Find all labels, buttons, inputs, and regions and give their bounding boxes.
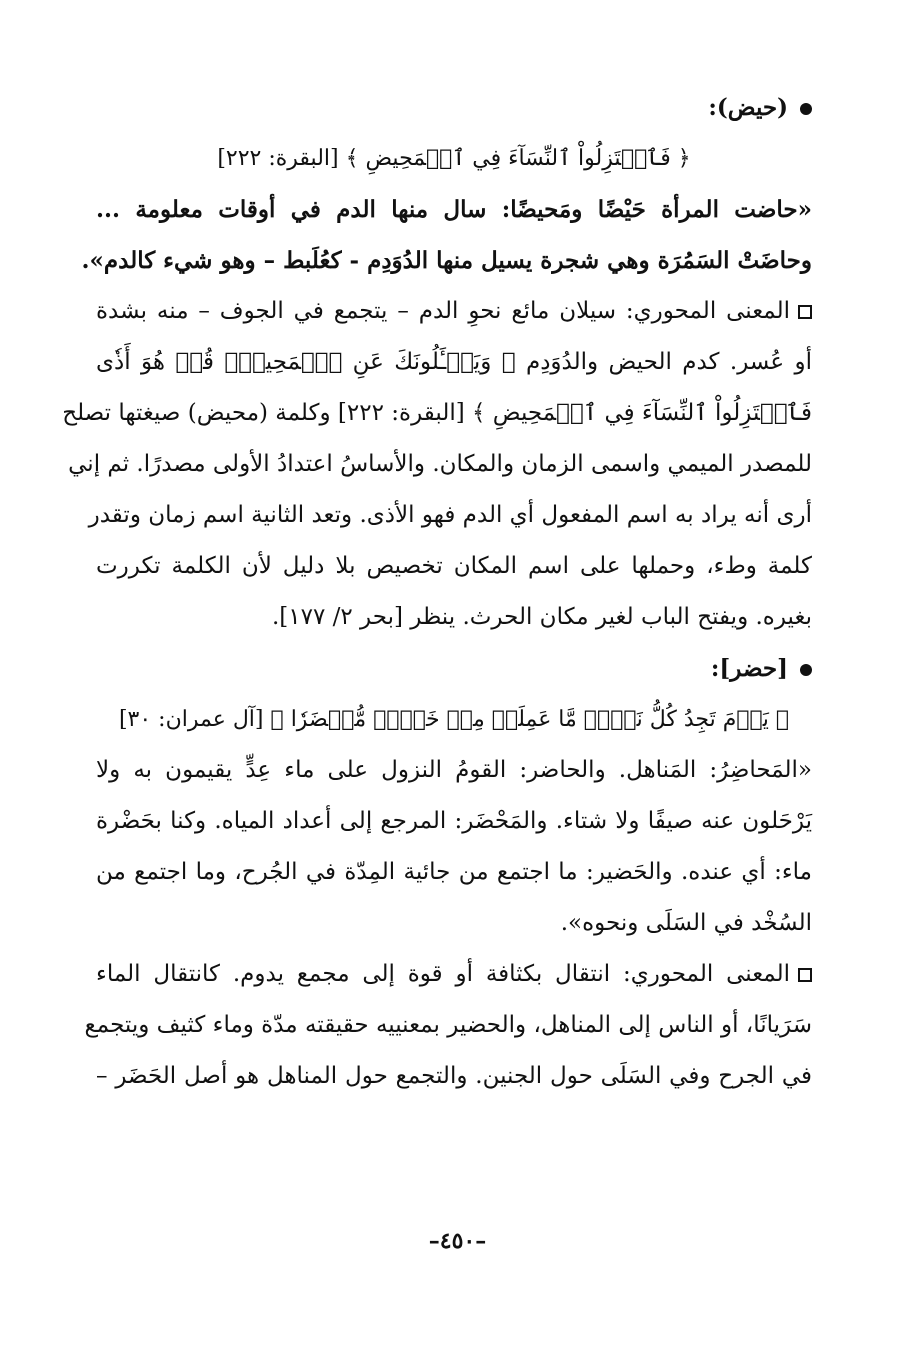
- entry-heading: [96, 643, 812, 694]
- meaning-text: المعنى المحوري: سيلان مائع نحوِ الدم – يتجمع في الجوف – منه بشدة: [96, 298, 790, 324]
- quran-verse: ﴿ يَوۡمَ تَجِدُ كُلُّ نَفۡسٖ مَّا عَمِلَتۡ مِنۡ خَيۡرٖ مُّحۡضَرٗا ﴾ [آل عمران: ٣٠]: [118, 707, 790, 732]
- quran-verse: ﴿ فَٱعۡتَزِلُواْ ٱلنِّسَآءَ فِي ٱلۡمَحِيضِ ﴾ [البقرة: ٢٢٢]: [217, 146, 691, 171]
- square-icon: [798, 968, 812, 982]
- definition-line: «حاضت المرأة حَيْضًا ومَحيضًا: سال منها الدم في أوقات معلومة ...: [96, 196, 812, 223]
- meaning-line: أرى أنه يراد به اسم المفعول أي الدم فهو الأذى. وتعد الثانية اسم زمان وتقدر: [88, 502, 812, 528]
- definition-line: وحاضَتْ السَمُرَة وهي شجرة يسيل منها الدُوَدِم - كعُلَبط – وهو شيء كالدم».: [81, 247, 812, 274]
- meaning-line: في الجرح وفي السَلَى حول الجنين. والتجمع حول المناهل هو أصل الحَضَر –: [96, 1063, 812, 1089]
- entry-heading: [96, 82, 812, 133]
- definition-line: يَرْحَلون عنه صيفًا ولا شتاء. والمَحْضَر: المرجع إلى أعداد المياه. وكنا بحَضْرة: [96, 808, 812, 834]
- meaning-line: [96, 286, 812, 337]
- meaning-text: المعنى المحوري: انتقال بكثافة أو قوة إلى مجمع يدوم. كانتقال الماء: [96, 961, 790, 987]
- meaning-line: سَرَيانًا، أو الناس إلى المناهل، والحضير بمعنييه حقيقته مدّة وماء كثيف ويتجمع: [84, 1012, 812, 1038]
- meaning-line: أو عُسر. كدم الحيض والدُوَدِم ﴿ وَيَسۡـَٔلُونَكَ عَنِ ٱلۡمَحِيضِۖ قُلۡ هُوَ أَذٗى: [96, 349, 812, 375]
- meaning-line: فَٱعۡتَزِلُواْ ٱلنِّسَآءَ فِي ٱلۡمَحِيضِ ﴾ [البقرة: ٢٢٢] وكلمة (محيض) صيغتها تصلح: [62, 400, 812, 426]
- page-number: –٤٥٠–: [428, 1228, 487, 1254]
- bullet-icon: [800, 664, 812, 676]
- meaning-line: كلمة وطء، وحملها على اسم المكان تخصيص بلا دليل لأن الكلمة تكررت: [96, 553, 812, 579]
- meaning-line: للمصدر الميمي واسمى الزمان والمكان. والأساسُ اعتدادُ الأولى مصدرًا. ثم إني: [68, 451, 812, 477]
- entry-heading-text: [حضر]:: [710, 655, 788, 682]
- definition-line: «المَحاضِرُ: المَناهل. والحاضر: القومُ النزول على ماء عِدٍّ يقيمون به ولا: [96, 757, 812, 783]
- meaning-line: بغيره. ويفتح الباب لغير مكان الحرث. ينظر [بحر ٢/ ١٧٧].: [271, 604, 812, 630]
- definition-line: السُخْد في السَلَى ونحوه».: [560, 910, 812, 936]
- meaning-line: [96, 949, 812, 1000]
- square-icon: [798, 305, 812, 319]
- document-page: [62, 82, 812, 1282]
- bullet-icon: [800, 103, 812, 115]
- definition-line: ماء: أي عنده. والحَضير: ما اجتمع من جائية المِدّة في الجُرح، وما اجتمع من: [96, 859, 812, 885]
- entry-heading-text: (حيض):: [708, 94, 788, 121]
